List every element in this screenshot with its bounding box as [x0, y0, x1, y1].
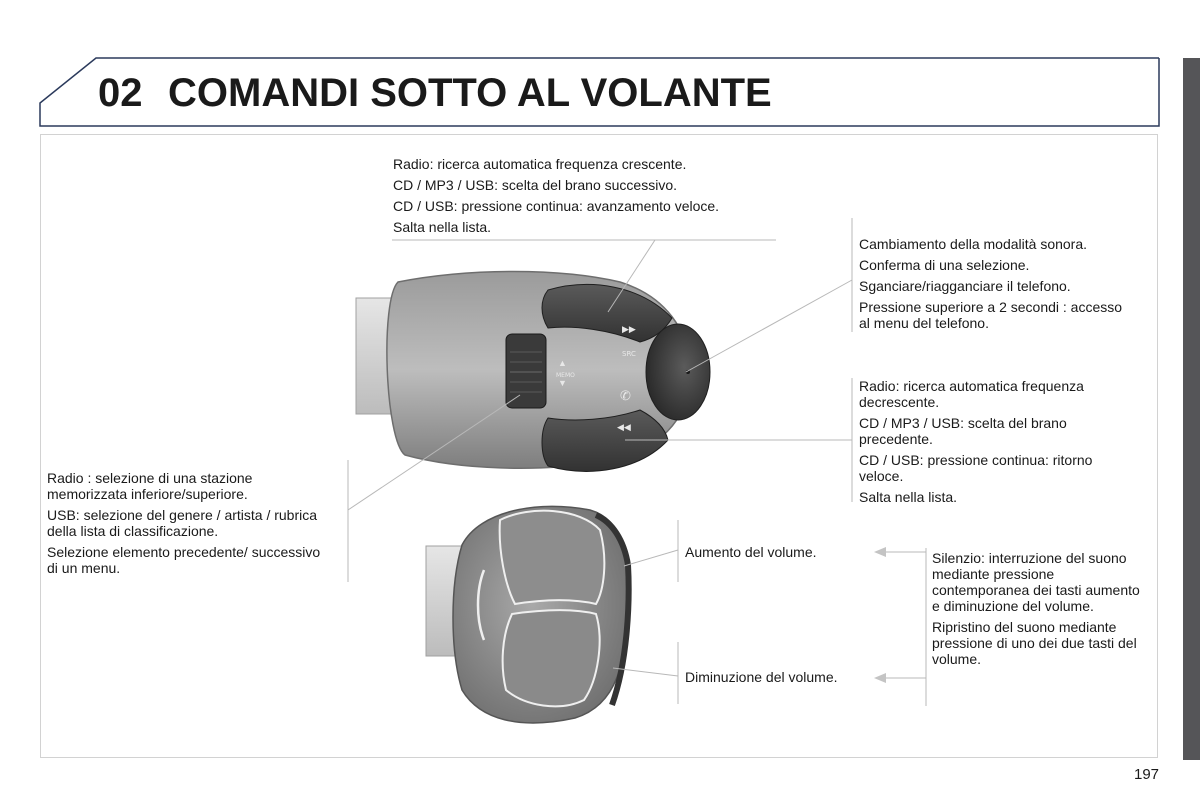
callout-volume-up: Aumento del volume.: [685, 544, 817, 560]
callout-line: Salta nella lista.: [393, 219, 492, 235]
wheel-up-icon: ▲: [558, 358, 567, 368]
callout-line: Radio: ricerca automatica frequenza decrescente.: [859, 378, 1084, 410]
volume-up-button[interactable]: [500, 511, 605, 604]
callout-line: Pressione superiore a 2 secondi : accesso al menu del telefono.: [859, 299, 1123, 331]
callout-line: Ripristino del suono mediante pressione di uno dei due tasti del volume.: [932, 619, 1137, 667]
callout-line: CD / MP3 / USB: scelta del brano precedente.: [859, 415, 1067, 447]
callout-line: Salta nella lista.: [859, 489, 958, 505]
callout-line: CD / USB: pressione continua: avanzamento veloce.: [393, 198, 720, 214]
callout-line: CD / USB: pressione continua: ritorno veloce.: [859, 452, 1093, 484]
page-title: COMANDI SOTTO AL VOLANTE: [168, 71, 772, 115]
callout-previous-track: [859, 378, 1131, 510]
callout-src-phone: [859, 236, 1127, 336]
previous-track-button[interactable]: [542, 410, 668, 471]
memo-thumbwheel[interactable]: [506, 334, 546, 408]
arrow-icons: [874, 547, 886, 683]
callout-volume-down: Diminuzione del volume.: [685, 669, 838, 685]
memo-label: MEMO: [556, 372, 575, 379]
chapter-number: 02: [98, 71, 143, 115]
src-label: SRC: [622, 350, 636, 358]
callout-memo-wheel: [47, 470, 322, 581]
callout-line: CD / MP3 / USB: scelta del brano successivo.: [393, 177, 677, 193]
callout-line: Radio: ricerca automatica frequenza crescente.: [393, 156, 687, 172]
previous-track-icon: ◀◀: [617, 423, 631, 433]
callout-next-track: [393, 156, 813, 240]
volume-down-button[interactable]: [503, 610, 600, 706]
src-phone-knob[interactable]: [646, 324, 710, 420]
next-track-icon: ▶▶: [622, 325, 636, 335]
page-number: 197: [1134, 766, 1160, 783]
callout-mute: [932, 550, 1148, 672]
callout-line: USB: selezione del genere / artista / rubrica della lista di classificazione.: [47, 507, 318, 539]
callout-line: Selezione elemento precedente/ successivo di un menu.: [47, 544, 321, 576]
wheel-down-icon: ▼: [558, 378, 567, 388]
callout-line: Sganciare/riagganciare il telefono.: [859, 278, 1071, 294]
phone-icon: ✆: [620, 389, 631, 404]
callout-line: Radio : selezione di una stazione memorizzata inferiore/superiore.: [47, 470, 253, 502]
callout-line: Cambiamento della modalità sonora.: [859, 236, 1088, 252]
callout-line: Silenzio: interruzione del suono mediante pressione contemporanea dei tasti aumento e diminuzione del volume.: [932, 550, 1140, 614]
callout-line: Conferma di una selezione.: [859, 257, 1030, 273]
